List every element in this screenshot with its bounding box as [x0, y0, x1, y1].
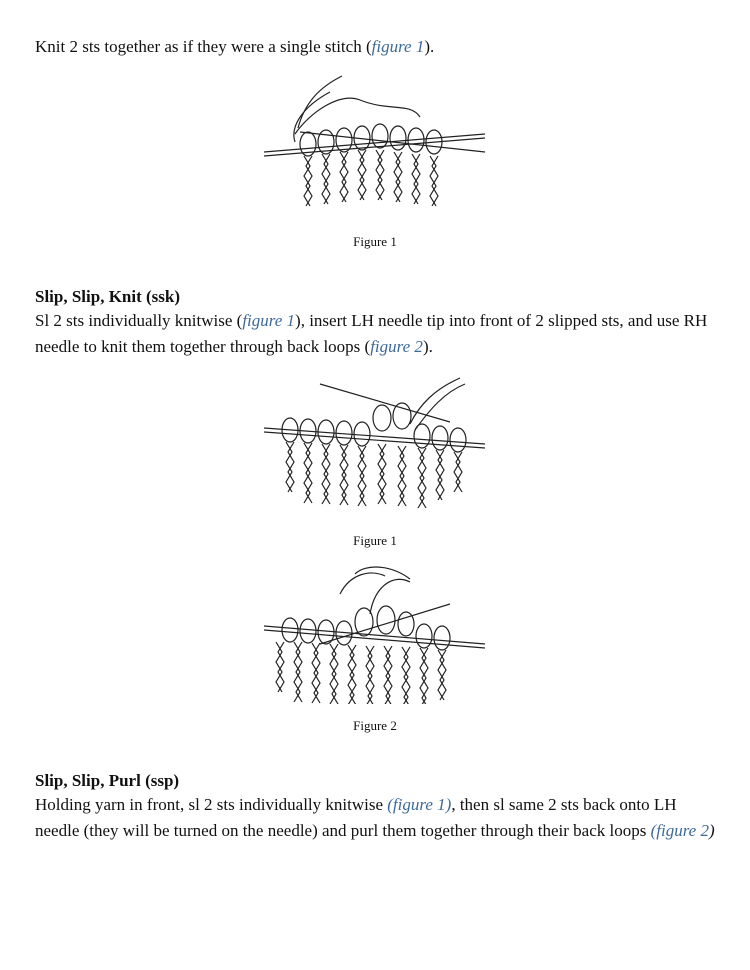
- ssp-paragraph: [35, 792, 715, 844]
- ssp-text-1: Holding yarn in front, sl 2 sts individually knitwise: [35, 795, 388, 814]
- ssp-text-3: ): [708, 821, 715, 840]
- ssk-figure-1-link[interactable]: figure 1: [242, 311, 296, 330]
- k2tog-text-end: ).: [424, 37, 435, 56]
- k2tog-text: Knit 2 sts together as if they were a single stitch (: [35, 37, 372, 56]
- ssk-text-3: ).: [422, 337, 433, 356]
- ssp-figure-1-link[interactable]: (figure 1): [387, 795, 452, 814]
- ssk-figure-1-caption: Figure 1: [353, 533, 397, 548]
- ssp-figure-2-link[interactable]: (figure: [650, 821, 697, 840]
- ssk-figure-2-caption: Figure 2: [353, 718, 397, 733]
- ssk-figure-2-link[interactable]: figure 2: [370, 337, 423, 356]
- k2tog-paragraph: [35, 34, 715, 60]
- ssk-heading: Slip, Slip, Knit (ssk): [35, 287, 181, 306]
- ssk-text-2: ), insert LH needle tip into front of 2 slipped sts, and use RH needle to knit them together through back loops (: [35, 311, 708, 356]
- k2tog-figure-caption: Figure 1: [353, 234, 397, 249]
- ssp-text-2: , then sl same 2 sts back onto LH needle (they will be turned on the needle) and purl them together through their back loops: [35, 795, 677, 840]
- ssp-figure-2-link-number[interactable]: 2: [700, 821, 709, 840]
- k2tog-figure-illustration: [260, 72, 490, 217]
- ssk-figure-2-illustration: [260, 564, 490, 704]
- ssp-heading: Slip, Slip, Purl (ssp): [35, 771, 180, 790]
- ssk-text-1: Sl 2 sts individually knitwise (: [35, 311, 243, 330]
- ssk-figure-1-illustration: [260, 374, 490, 519]
- k2tog-figure-1-link[interactable]: figure 1: [371, 37, 425, 56]
- ssk-paragraph: [35, 308, 715, 360]
